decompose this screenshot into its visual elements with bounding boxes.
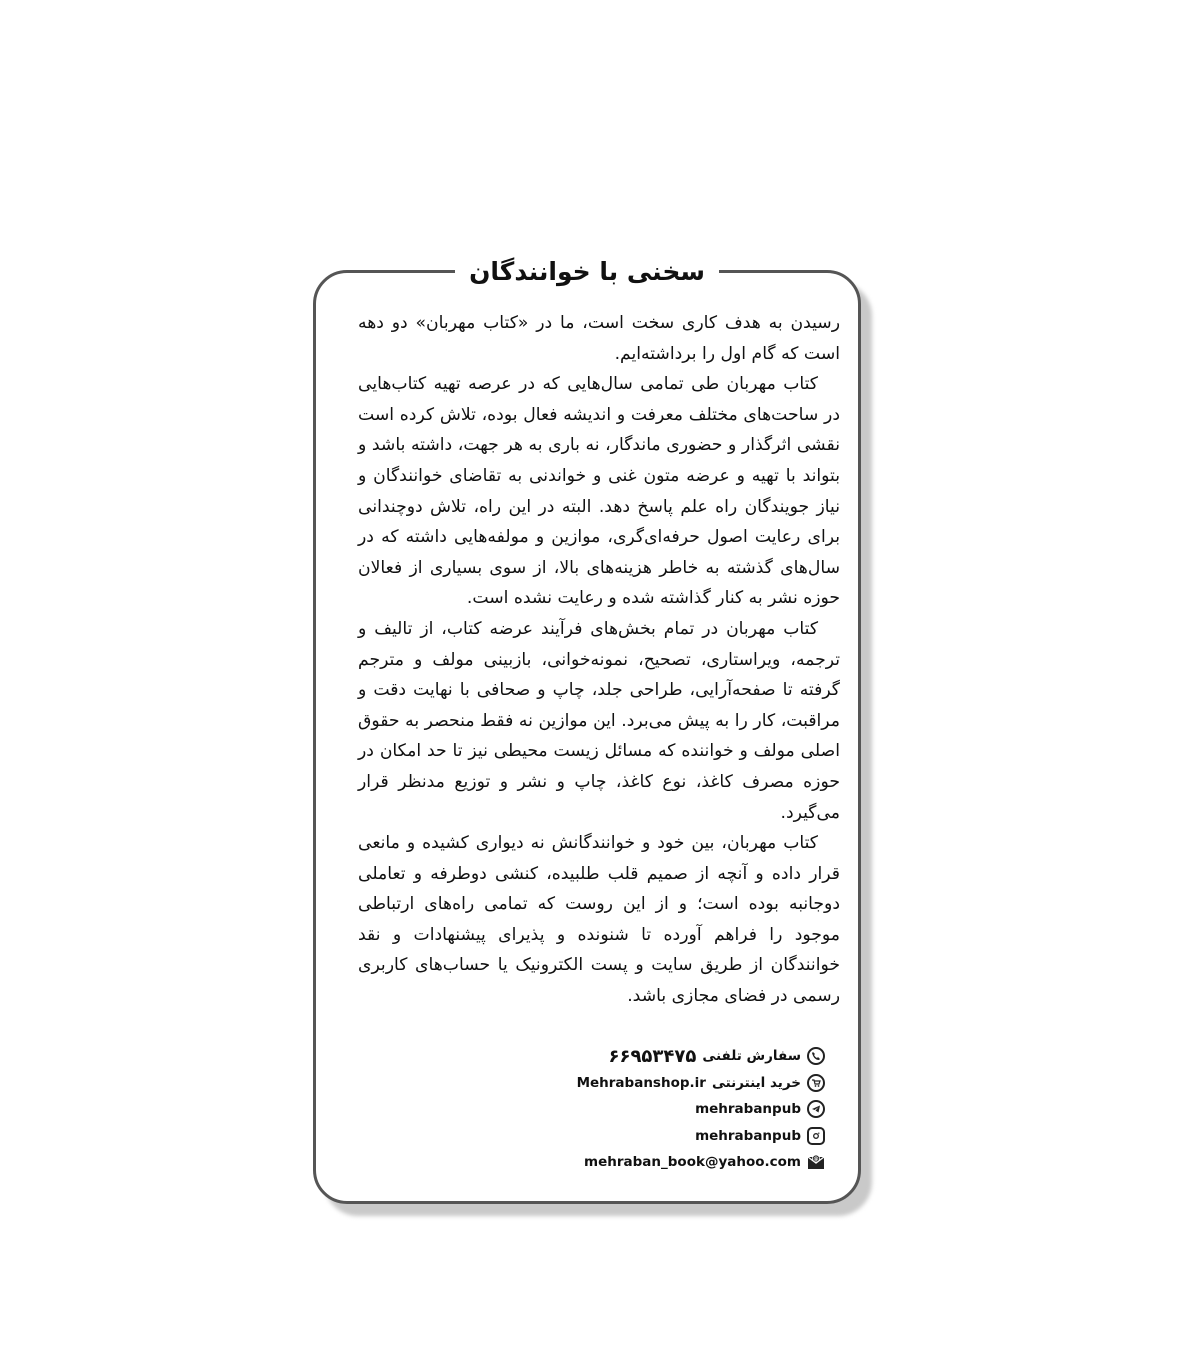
contact-phone[interactable] xyxy=(577,1043,825,1070)
phone-number[interactable]: ۶۶۹۵۳۴۷۵ xyxy=(608,1045,697,1067)
paragraph-3: کتاب مهربان در تمام بخش‌های فرآیند عرضه کتاب، از تالیف و ترجمه، ویراستاری، تصحیح، نمونه‌خوانی، بازبینی مولف و مترجم گرفته تا صفحه‌آرایی، طراحی جلد، چاپ و صحافی با نهایت دقت و مراقبت، کار را به پیش می‌برد. این موازین نه فقط منحصر به حقوق اصلی مولف و خواننده که مسائل زیست محیطی نیز تا حد امکان در حوزه مصرف کاغذ، نوع کاغذ، چاپ و نشر و توزیع مدنظر قرار می‌گیرد. xyxy=(358,618,840,823)
contact-shop[interactable] xyxy=(577,1070,825,1097)
phone-label: سفارش تلفنی xyxy=(702,1048,801,1065)
paragraph-2: کتاب مهربان طی تمامی سال‌هایی که در عرصه تهیه کتاب‌هایی در ساحت‌های مختلف معرفت و اندیشه فعال بوده، تلاش کرده است نقشی اثرگذار و حضوری ماندگار، نه باری به هر جهت، داشته باشد و بتواند با تهیه و عرضه متون غنی و خواندنی به تقاضای خوانندگان و نیاز جویندگان راه علم پاسخ دهد. البته در این راه، تلاش دوچندانی برای رعایت اصول حرفه‌ای‌گری، موازین و مولفه‌هایی داشته که در سال‌های گذشته به خاطر هزینه‌های بالا، از سوی بسیاری از فعالان حوزه نشر به کنار گذاشته شده و رعایت نشده است. xyxy=(358,374,840,609)
paragraph-4: کتاب مهربان، بین خود و خوانندگانش نه دیواری کشیده و مانعی قرار داده و آنچه از صمیم قلب طلبیده، کنشی دوطرفه و تعاملی دوجانبه بوده است؛ و از این روست که تمامی راه‌های ارتباطی موجود را فراهم آورده تا شنونده و پذیرای پیشنهادات و نقد خوانندگان از طریق سایت و پست الکترونیک یا حساب‌های کاربری رسمی در فضای مجازی باشد. xyxy=(358,833,840,1007)
page-title: سخنی با خوانندگان xyxy=(455,250,719,294)
cart-icon xyxy=(807,1074,825,1092)
paragraph-1: رسیدن به هدف کاری سخت است، ما در «کتاب مهربان» دو دهه است که گام اول را برداشته‌ایم. xyxy=(358,313,840,364)
svg-text:@: @ xyxy=(813,1156,819,1163)
contact-list xyxy=(577,1043,825,1176)
shop-label: خرید اینترنتی xyxy=(711,1074,801,1091)
email-icon xyxy=(807,1153,825,1171)
contact-email[interactable] xyxy=(577,1149,825,1176)
contact-instagram[interactable] xyxy=(577,1123,825,1150)
telegram-icon xyxy=(807,1100,825,1118)
shop-url[interactable]: Mehrabanshop.ir xyxy=(576,1074,706,1091)
instagram-icon xyxy=(807,1127,825,1145)
instagram-handle[interactable]: mehrabanpub xyxy=(695,1127,801,1144)
contact-telegram[interactable] xyxy=(577,1096,825,1123)
body-text xyxy=(358,308,840,1012)
phone-icon xyxy=(807,1047,825,1065)
title-bar xyxy=(313,250,861,294)
email-address[interactable]: mehraban_book@yahoo.com xyxy=(584,1154,801,1171)
telegram-handle[interactable]: mehrabanpub xyxy=(695,1101,801,1118)
